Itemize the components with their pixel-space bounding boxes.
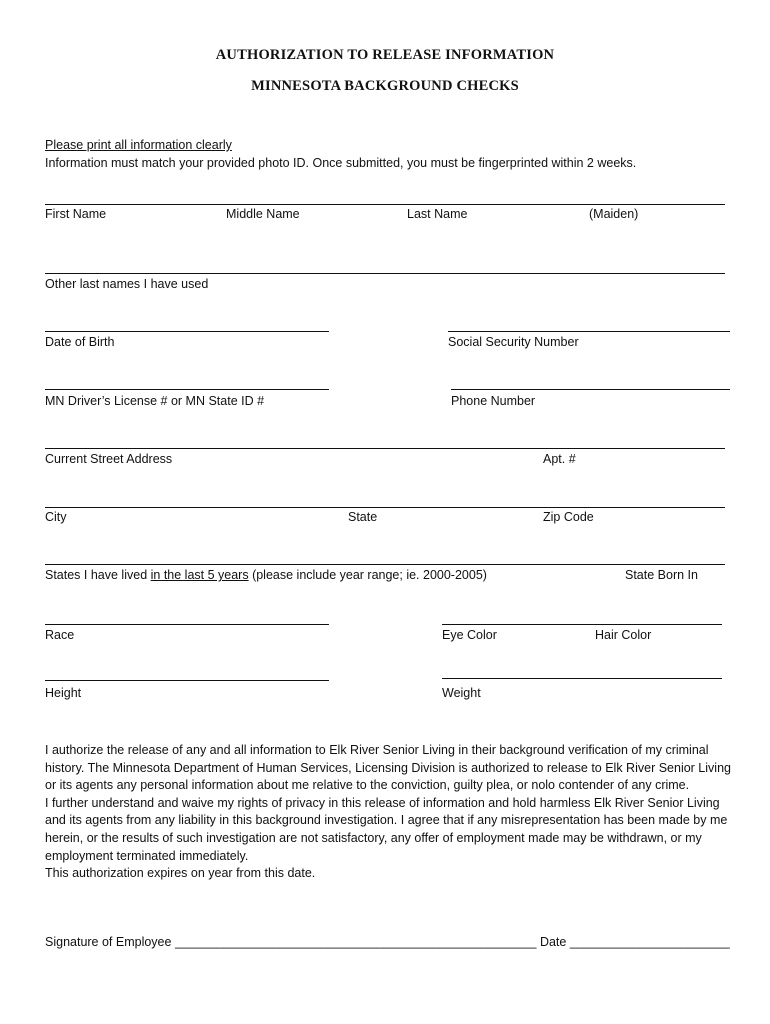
street-address-label: Current Street Address <box>45 452 173 466</box>
zip-code-label: Zip Code <box>543 510 594 524</box>
states-lived-emphasis: in the last 5 years <box>150 568 249 582</box>
middle-name-label: Middle Name <box>226 207 300 221</box>
city-state-zip-input-line[interactable] <box>45 507 725 508</box>
form-subtitle: MINNESOTA BACKGROUND CHECKS <box>251 78 519 94</box>
state-label: State <box>348 510 378 524</box>
first-name-label: First Name <box>45 207 107 221</box>
phone-input-line[interactable] <box>451 389 730 390</box>
street-address-input-line[interactable] <box>45 448 725 449</box>
states-lived-prefix: States I have lived <box>45 568 151 582</box>
date-of-birth-input-line[interactable] <box>45 331 329 332</box>
state-born-label: State Born In <box>625 568 698 582</box>
maiden-name-label: (Maiden) <box>589 207 639 221</box>
hair-color-label: Hair Color <box>595 628 652 642</box>
drivers-license-input-line[interactable] <box>45 389 329 390</box>
date-label: Date <box>539 935 567 949</box>
city-label: City <box>45 510 67 524</box>
ssn-label: Social Security Number <box>448 335 579 349</box>
authorization-text <box>45 742 735 883</box>
other-last-names-label: Other last names I have used <box>45 277 209 291</box>
states-lived-input-line[interactable] <box>45 564 725 565</box>
states-lived-label <box>45 567 487 583</box>
authorization-paragraph-expiry: This authorization expires on year from this date. <box>45 866 316 881</box>
signature-row <box>45 934 730 950</box>
signature-field[interactable]: ____________________________________________________ <box>174 935 537 949</box>
authorization-paragraph-waiver: I further understand and waive my rights of privacy in this release of information and hold harmless Elk River Senior Living and its agents from any liability in this background investigation. I agree that if any misrepresentation has been made by me herein, or the results of such investigation are not satisfactory, any offer of employment made may be withdrawn, or my employment terminated immediately. <box>45 795 728 863</box>
weight-label: Weight <box>442 686 481 700</box>
date-field[interactable]: _______________________ <box>569 935 730 949</box>
drivers-license-label: MN Driver’s License # or MN State ID # <box>45 394 265 408</box>
name-input-line[interactable] <box>45 204 725 205</box>
authorization-paragraph-release: I authorize the release of any and all information to Elk River Senior Living in their background verification of my criminal history. The Minnesota Department of Human Services, Licensing Division is authorized to release to Elk River Senior Living or its agents any personal information about me relative to the conviction, guilty plea, or nolo contender of any crime. <box>45 743 731 793</box>
race-input-line[interactable] <box>45 624 329 625</box>
height-label: Height <box>45 686 82 700</box>
apt-label: Apt. # <box>543 452 576 466</box>
instruction-print-clearly: Please print all information clearly <box>45 138 232 152</box>
last-name-label: Last Name <box>407 207 468 221</box>
other-last-names-input-line[interactable] <box>45 273 725 274</box>
eye-hair-input-line[interactable] <box>442 624 722 625</box>
form-title: AUTHORIZATION TO RELEASE INFORMATION <box>215 47 555 63</box>
signature-label: Signature of Employee <box>45 935 172 949</box>
ssn-input-line[interactable] <box>448 331 730 332</box>
race-label: Race <box>45 628 75 642</box>
states-lived-suffix: (please include year range; ie. 2000-2005) <box>248 568 487 582</box>
instruction-photo-id: Information must match your provided photo ID. Once submitted, you must be fingerprinted within 2 weeks. <box>45 156 637 170</box>
date-of-birth-label: Date of Birth <box>45 335 115 349</box>
weight-input-line[interactable] <box>442 678 722 679</box>
phone-label: Phone Number <box>451 394 536 408</box>
height-input-line[interactable] <box>45 680 329 681</box>
eye-color-label: Eye Color <box>442 628 497 642</box>
